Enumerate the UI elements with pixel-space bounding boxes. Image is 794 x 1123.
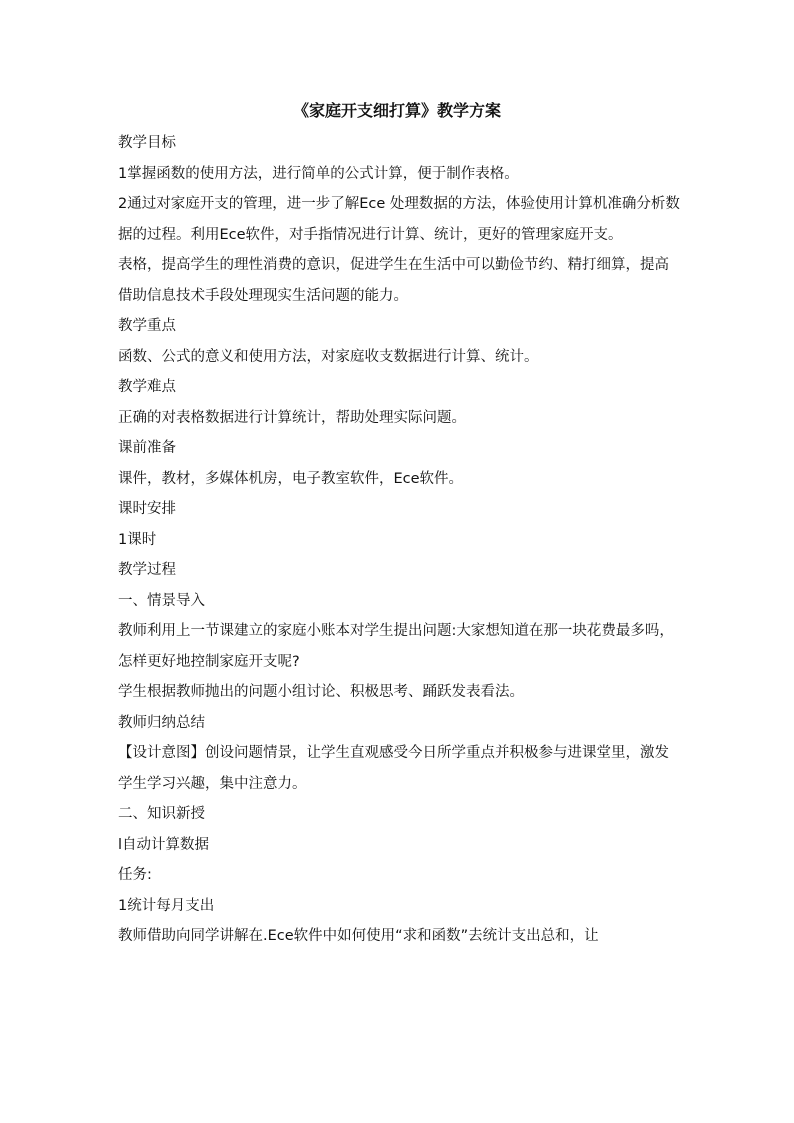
paragraph: 学生根据教师抛出的问题小组讨论、积极思考、踊跃发表看法。 [118,684,524,700]
paragraph: 正确的对表格数据进行计算统计，帮助处理实际问题。 [118,409,466,426]
paragraph: 任务: [118,867,152,883]
document-body [118,128,680,952]
section-heading: 教学重点 [118,318,176,334]
section-heading: 教学过程 [118,562,176,578]
section-heading: 课前准备 [118,440,176,456]
paragraph: 函数、公式的意义和使用方法，对家庭收支数据进行计算、统计。 [118,348,539,365]
section-heading: 教学难点 [118,379,176,395]
paragraph: 教师利用上一节课建立的家庭小账本对学生提出问题:大家想知道在那一块花费最多吗，怎样更好地控制家庭开支呢? [118,623,674,670]
subsection-heading: 二、知识新授 [118,806,205,822]
paragraph: 【设计意图】创设问题情景，让学生直观感受今日所学重点并积极参与进课堂里，激发学生学习兴趣，集中注意力。 [118,745,669,792]
paragraph: 1课时 [118,531,157,548]
document-title: 《家庭开支细打算》教学方案 [292,101,501,120]
paragraph: 1掌握函数的使用方法，进行简单的公式计算，便于制作表格。 [118,165,519,182]
paragraph: 课件，教材，多媒体机房，电子教室软件，Ece软件。 [118,470,464,487]
paragraph: 教师归纳总结 [118,714,205,731]
paragraph: 表格，提高学生的理性消费的意识，促进学生在生活中可以勤俭节约、精打细算，提高借助信息技术手段处理现实生活问题的能力。 [118,257,669,304]
section-heading: 教学目标 [118,135,176,151]
section-heading: 课时安排 [118,501,176,517]
paragraph: 教师借助向同学讲解在.Ece软件中如何使用“求和函数”去统计支出总和，让 [118,928,599,944]
paragraph: 1统计每月支出 [118,897,215,914]
subsection-heading: 一、情景导入 [118,592,205,609]
paragraph: l自动计算数据 [118,836,210,853]
paragraph: 2通过对家庭开支的管理，进一步了解Ece 处理数据的方法，体验使用计算机准确分析数据的过程。利用Ece软件，对手指情况进行计算、统计，更好的管理家庭开支。 [118,196,680,243]
